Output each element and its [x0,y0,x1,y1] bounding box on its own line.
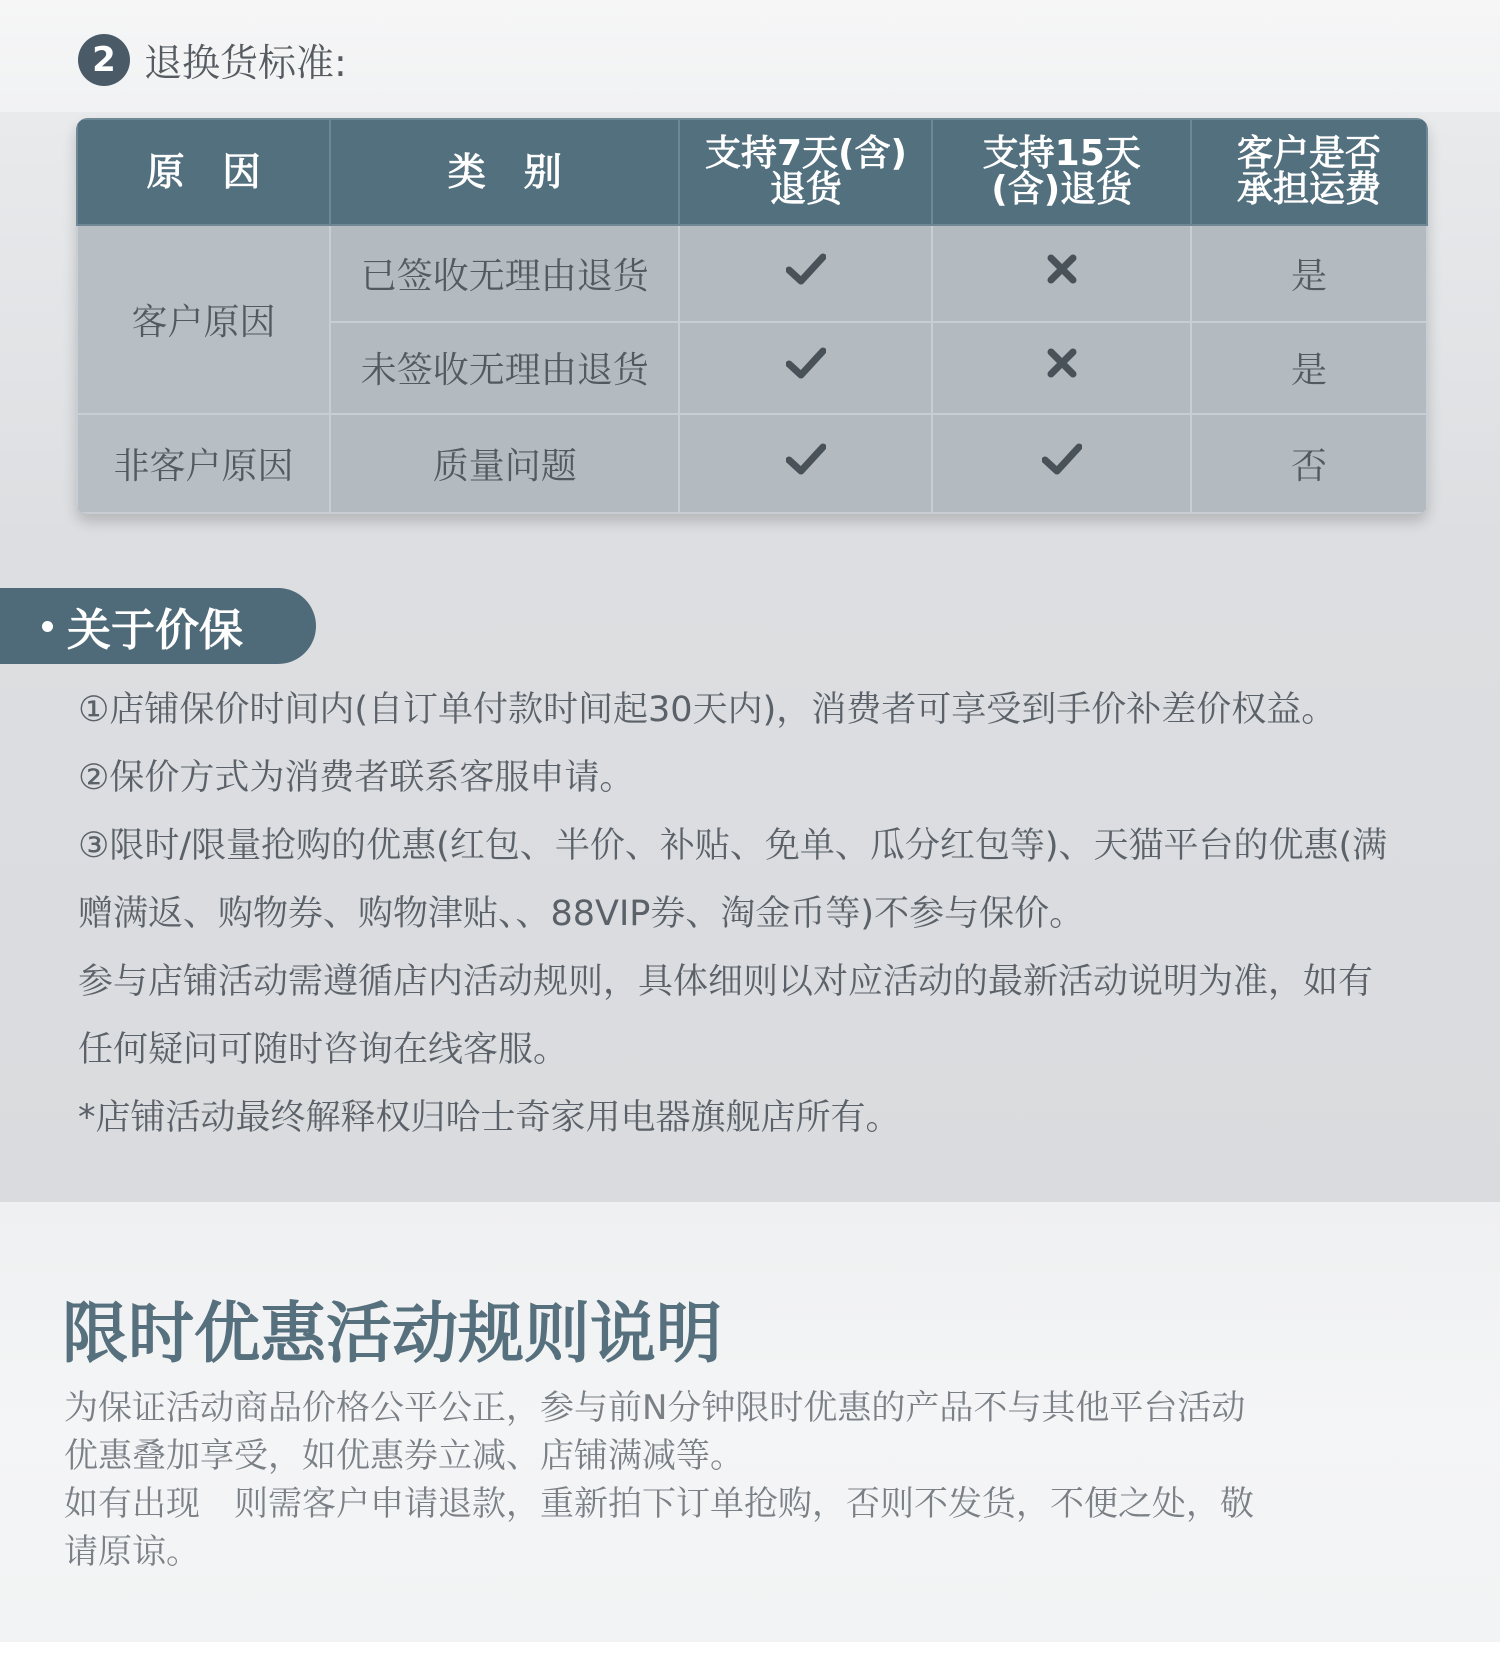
price-line: ③限时/限量抢购的优惠(红包、半价、补贴、免单、瓜分红包等)、天猫平台的优惠(满 [78,826,1388,866]
offer-line: 为保证活动商品价格公平公正，参与前N分钟限时优惠的产品不与其他平台活动 [64,1388,1246,1428]
header-fifteen-day: 支持15天(含)退货 [932,119,1190,225]
cell-shipping: 是 [1191,322,1427,415]
check-icon [786,442,826,476]
table-row [77,225,1427,322]
cell-fifteen-day [932,322,1190,415]
check-icon [1042,442,1082,476]
price-line: 参与店铺活动需遵循店内活动规则，具体细则以对应活动的最新活动说明为准，如有 [78,962,1374,1002]
header-reason: 原 因 [77,119,330,225]
table-header-row [77,119,1427,225]
limited-offer-title: 限时优惠活动规则说明 [62,1295,722,1372]
price-protection-tag [0,588,316,664]
cross-icon [1046,253,1078,285]
price-line: 任何疑问可随时咨询在线客服。 [78,1030,569,1070]
offer-line: 如有出现 则需客户申请退款，重新拍下订单抢购，否则不发货，不便之处，敬 [64,1484,1254,1524]
price-line: ①店铺保价时间内(自订单付款时间起30天内)，消费者可享受到手价补差价权益。 [78,690,1337,730]
cell-shipping: 否 [1191,414,1427,513]
bullet-dot [42,621,53,632]
cell-reason: 非客户原因 [77,414,330,513]
price-line: 赠满返、购物券、购物津贴、、88VIP券、淘金币等)不参与保价。 [78,894,1085,934]
check-icon [786,252,826,286]
cell-seven-day [679,322,932,415]
cell-category: 已签收无理由退货 [330,225,679,322]
offer-line: 优惠叠加享受，如优惠券立减、店铺满减等。 [64,1436,744,1476]
table-row [77,414,1427,513]
header-shipping: 客户是否承担运费 [1191,119,1427,225]
cell-fifteen-day [932,225,1190,322]
cell-category: 质量问题 [330,414,679,513]
price-line: *店铺活动最终解释权归哈士奇家用电器旗舰店所有。 [78,1098,901,1138]
return-policy-table [76,118,1428,514]
cell-shipping: 是 [1191,225,1427,322]
cell-fifteen-day [932,414,1190,513]
section-step [78,32,347,87]
check-icon [786,346,826,380]
cell-category: 未签收无理由退货 [330,322,679,415]
cell-seven-day [679,225,932,322]
price-protection-title: 关于价保 [67,605,243,656]
step-title: 退换货标准: [144,41,347,85]
header-category: 类 别 [330,119,679,225]
cell-seven-day [679,414,932,513]
price-line: ②保价方式为消费者联系客服申请。 [78,758,635,798]
cross-icon [1046,347,1078,379]
offer-line: 请原谅。 [64,1532,200,1572]
header-seven-day: 支持7天(含)退货 [679,119,932,225]
step-number-badge: 2 [78,34,130,86]
cell-reason: 客户原因 [77,225,330,414]
